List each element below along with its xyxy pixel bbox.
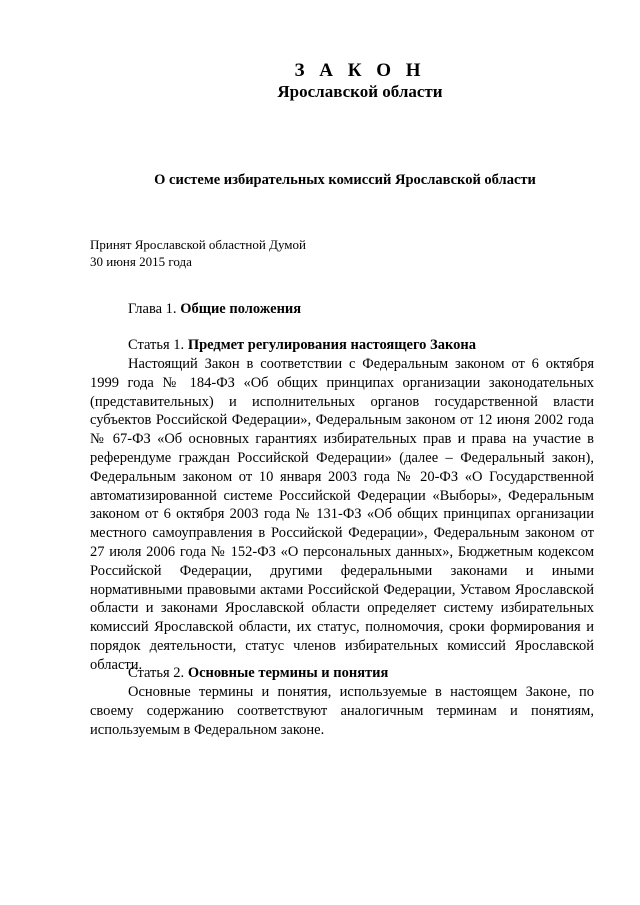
- law-region: Ярославской области: [277, 82, 443, 101]
- adoption-date: 30 июня 2015 года: [90, 254, 192, 269]
- article-2-heading: [128, 665, 388, 682]
- adoption-line: Принят Ярославской областной Думой: [90, 237, 306, 252]
- article-1-prefix: Статья 1.: [128, 337, 188, 353]
- article-1-name: Предмет регулирования настоящего Закона: [187, 337, 476, 353]
- adoption-info: [90, 236, 306, 270]
- chapter-heading: [128, 301, 301, 318]
- article-2-name: Основные термины и понятия: [187, 665, 389, 681]
- article-1-heading: [128, 337, 476, 354]
- law-title: О системе избирательных комиссий Ярославской области: [154, 172, 536, 188]
- article-2-prefix: Статья 2.: [128, 665, 188, 681]
- chapter-name: Общие положения: [180, 301, 302, 317]
- law-heading: З А К О Н: [294, 60, 426, 81]
- article-2-text: Основные термины и понятия, используемые в настоящем Законе, по своему содержанию соответствуют аналогичным терминам и понятиям, используемым в Федеральном законе.: [90, 684, 594, 738]
- article-1-text: Настоящий Закон в соответствии с Федеральным законом от 6 октября 1999 года № 184-ФЗ «Об общих принципах организации законодательных (представительных) и исполнительных органов государственной власти субъектов Российской Федерации», Федеральным законом от 12 июня 2002 года № 67-ФЗ «Об основных гарантиях избирательных прав и права на участие в референдуме граждан Российской Федерации» (далее – Федеральный закон), Федеральным законом от 10 января 2003 года № 20-ФЗ «О Государственной автоматизированной системе Российской Федерации «Выборы», Федеральным законом от 6 октября 2003 года № 131-ФЗ «Об общих принципах организации местного самоуправления в Российской Федерации», Федеральным законом от 27 июля 2006 года № 152-ФЗ «О персональных данных», Бюджетным кодексом Российской Федерации, другими федеральными законами и иными нормативными правовыми актами Российской Федерации, Уставом Ярославской области и законами Ярославской области определяет систему избирательных комиссий Ярославской области, их статус, полномочия, сроки формирования и порядок деятельности, статус членов избирательных комиссий Ярославской области.: [90, 356, 594, 673]
- chapter-prefix: Глава 1.: [128, 301, 181, 317]
